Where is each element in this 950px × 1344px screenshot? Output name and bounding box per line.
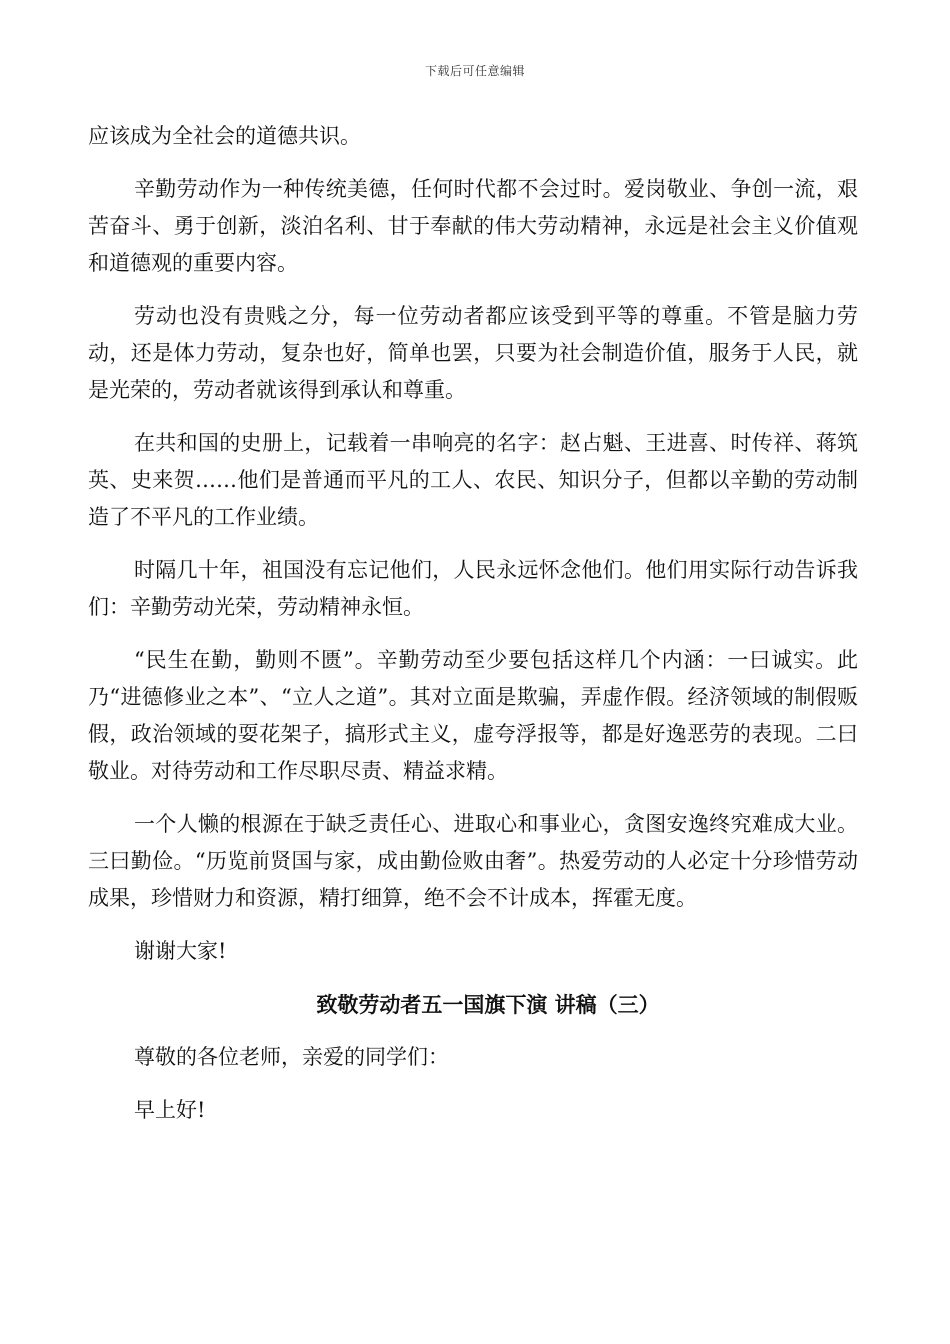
section-title: 致敬劳动者五一国旗下演 讲稿（三） <box>316 992 660 1017</box>
paragraph-diligence-meaning: “民生在勤，勤则不匮”。辛勤劳动至少要包括这样几个内涵：一曰诚实。此乃“进德修业之本”、“立人之道”。其对立面是欺骗，弄虚作假。经济领域的制假贩假，政治领域的耍花架子，搞形式主义，虚夸浮报等，都是好逸恶劳的表现。二曰敬业。对待劳动和工作尽职尽责、精益求精。 <box>88 648 858 783</box>
paragraph-equal-respect: 劳动也没有贵贱之分，每一位劳动者都应该受到平等的尊重。不管是脑力劳动，还是体力劳动，复杂也好，简单也罢，只要为社会制造价值，服务于人民，就是光荣的，劳动者就该得到承认和尊重。 <box>88 304 858 402</box>
paragraph-remembrance: 时隔几十年，祖国没有忘记他们，人民永远怀念他们。他们用实际行动告诉我们：辛勤劳动光荣，劳动精神永恒。 <box>88 558 858 619</box>
document-body <box>88 118 858 1145</box>
paragraph-continuation: 应该成为全社会的道德共识。 <box>88 124 361 148</box>
page-header-note: 下载后可任意编辑 <box>424 64 525 78</box>
speech-opening: 早上好! <box>134 1098 206 1122</box>
speech-greeting: 尊敬的各位老师，亲爱的同学们： <box>134 1045 449 1069</box>
paragraph-laziness-root: 一个人懒的根源在于缺乏责任心、进取心和事业心，贪图安逸终究难成大业。三曰勤俭。“历览前贤国与家，成由勤俭败由奢”。热爱劳动的人必定十分珍惜劳动成果，珍惜财力和资源，精打细算，绝不会不计成本，挥霍无度。 <box>88 812 858 910</box>
paragraph-thanks: 谢谢大家! <box>134 939 227 963</box>
paragraph-traditional-virtue: 辛勤劳动作为一种传统美德，任何时代都不会过时。爱岗敬业、争创一流，艰苦奋斗、勇于创新，淡泊名利、甘于奉献的伟大劳动精神，永远是社会主义价值观和道德观的重要内容。 <box>88 177 858 275</box>
paragraph-historic-names: 在共和国的史册上，记载着一串响亮的名字：赵占魁、王进喜、时传祥、蒋筑英、史来贺……他们是普通而平凡的工人、农民、知识分子，但都以辛勤的劳动制造了不平凡的工作业绩。 <box>88 431 858 529</box>
